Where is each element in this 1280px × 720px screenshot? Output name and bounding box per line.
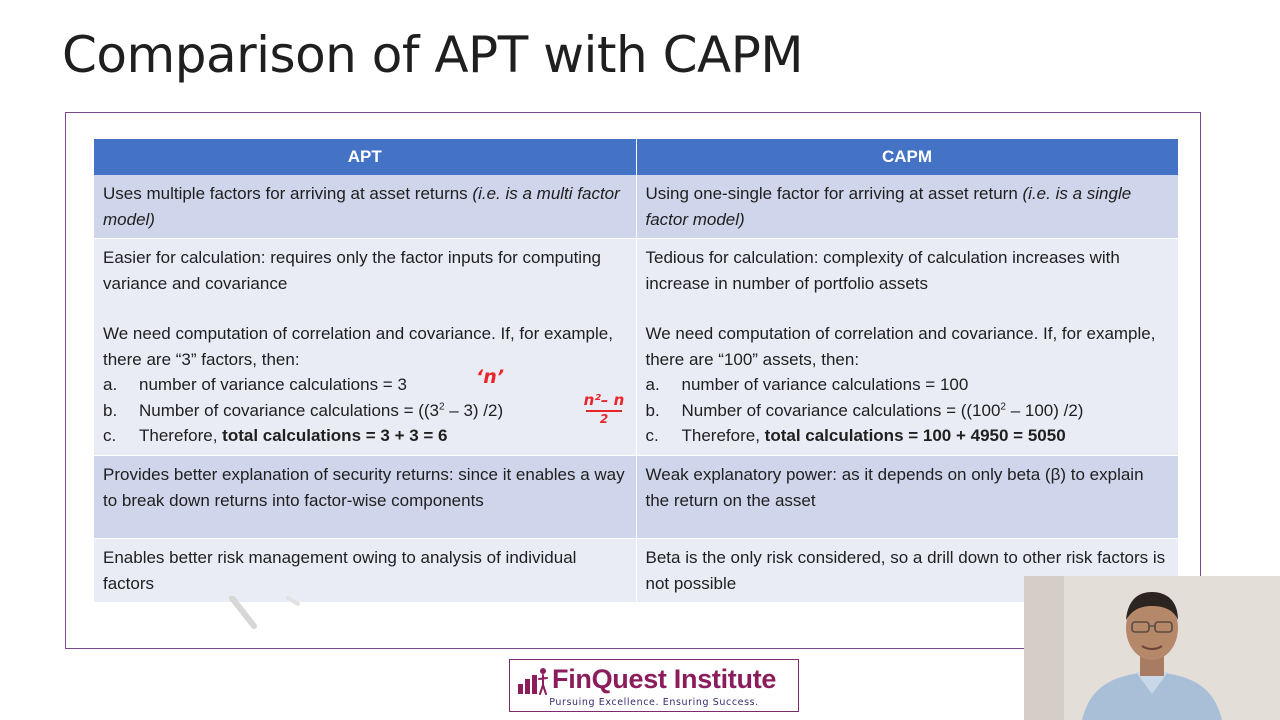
cell-capm-risk: Beta is the only risk considered, so a drill down to other risk factors is not possible (636, 539, 1178, 603)
cell-apt-risk: Enables better risk management owing to analysis of individual factors (94, 539, 636, 603)
apt-calc-lead: We need computation of correlation and covariance. If, for example, there are “3” factors, then: (103, 324, 613, 369)
table-row (94, 239, 1178, 456)
table-row (94, 175, 1178, 239)
presenter-webcam (1024, 576, 1280, 720)
apt-calc-intro: Easier for calculation: requires only the factor inputs for computing variance and covariance (103, 248, 601, 293)
list-item: a. number of variance calculations = 100 (645, 375, 969, 394)
cell-capm-factors (636, 175, 1178, 239)
header-apt: APT (94, 139, 636, 175)
presenter-figure (1024, 576, 1280, 720)
list-item: a. number of variance calculations = 3 (103, 375, 407, 394)
table-row (94, 539, 1178, 603)
apt-factors-note: (i.e. is a multi factor model) (103, 184, 620, 229)
chart-person-icon (516, 666, 550, 696)
slide-title: Comparison of APT with CAPM (62, 26, 804, 84)
capm-factors-note: (i.e. is a single factor model) (645, 184, 1132, 229)
cell-capm-calculation (636, 239, 1178, 456)
apt-factors-text: Uses multiple factors for arriving at asset returns (103, 184, 473, 203)
table-header-row (94, 139, 1178, 175)
formula-denominator: 2 (599, 412, 609, 426)
list-item: b. Number of covariance calculations = ($(3^2 - 3)$ /2) (103, 400, 504, 420)
table-row (94, 456, 1178, 539)
logo-tagline: Pursuing Excellence. Ensuring Success. (549, 697, 759, 708)
cell-capm-explanation: Weak explanatory power: as it depends on only beta (β) to explain the return on the asset (636, 456, 1178, 539)
cell-apt-explanation: Provides better explanation of security returns: since it enables a way to break down returns into factor-wise components (94, 456, 636, 539)
comparison-table (94, 139, 1179, 603)
capm-calc-intro: Tedious for calculation: complexity of calculation increases with increase in number of portfolio assets (645, 248, 1120, 293)
list-item: c. Therefore, total calculations = 100 + 4950 = 5050 (645, 426, 1066, 445)
formula-numerator: n²– n (583, 391, 625, 409)
capm-total: total calculations = 100 + 4950 = 5050 (764, 426, 1066, 445)
list-item: b. Number of covariance calculations = ($(100^2 - 100)$ /2) (645, 400, 1084, 420)
list-item: c. Therefore, total calculations = 3 + 3 = 6 (103, 426, 448, 445)
capm-calc-lead: We need computation of correlation and covariance. If, for example, there are “100” assets, then: (645, 324, 1156, 369)
cell-apt-factors (94, 175, 636, 239)
logo-name: FinQuest Institute (552, 664, 777, 694)
handwritten-n-annotation: ‘n’ (476, 366, 504, 388)
capm-factors-text: Using one-single factor for arriving at asset return (645, 184, 1023, 203)
finquest-logo (509, 659, 799, 712)
apt-total: total calculations = 3 + 3 = 6 (222, 426, 448, 445)
header-capm: CAPM (636, 139, 1178, 175)
cell-apt-calculation (94, 239, 636, 456)
